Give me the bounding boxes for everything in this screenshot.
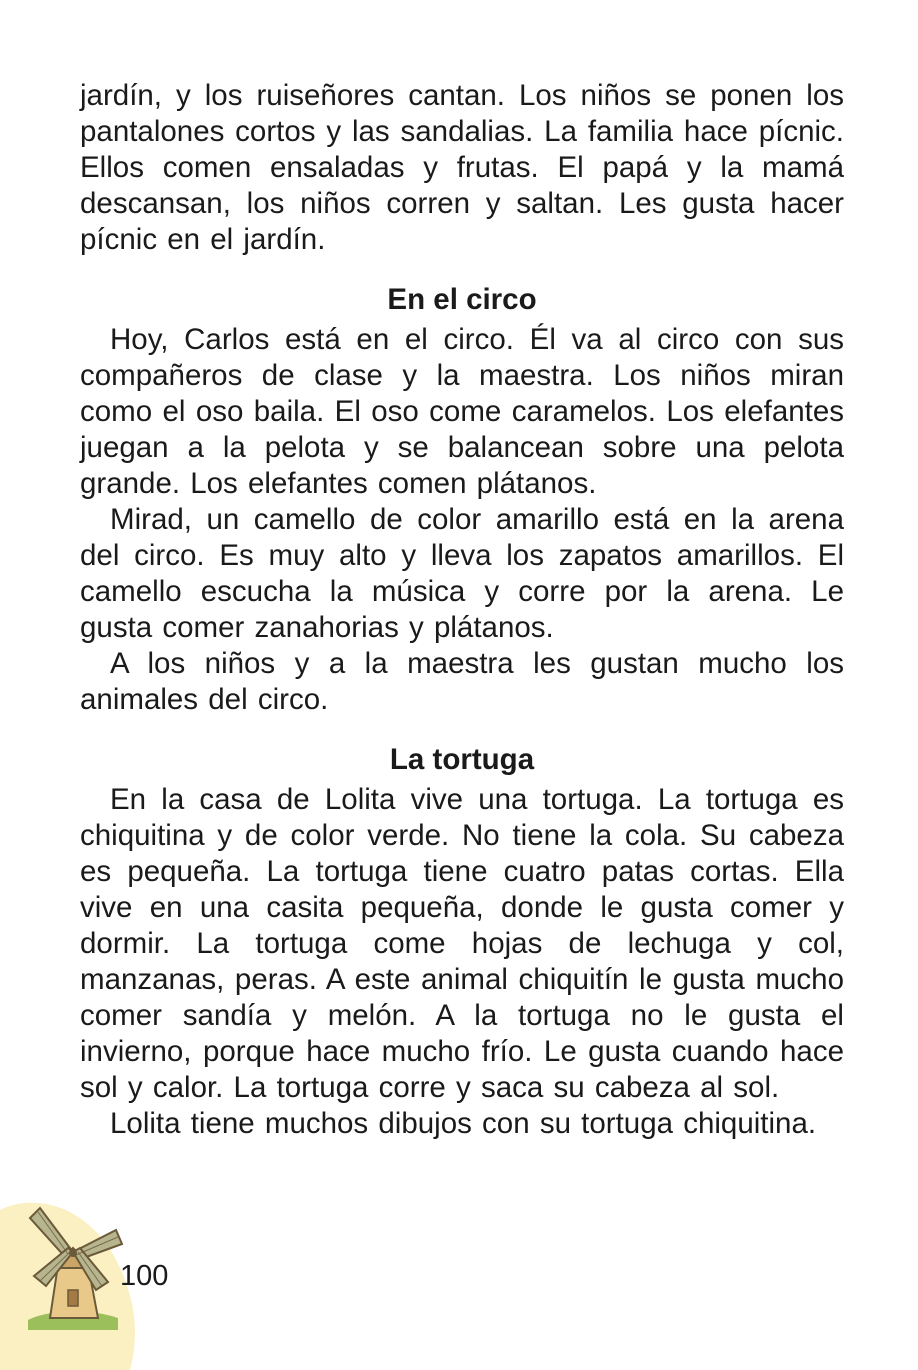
- turtle-paragraph-2: Lolita tiene muchos dibujos con su tortuga chiquitina.: [110, 1107, 817, 1140]
- page-body: [80, 78, 844, 1142]
- section-title-turtle: La tortuga: [389, 743, 535, 776]
- spacer: [80, 258, 844, 282]
- windmill-icon: [18, 1190, 128, 1330]
- page-number: 100: [120, 1260, 169, 1292]
- circus-paragraph-2: Mirad, un camello de color amarillo está en la arena del circo. Es muy alto y lleva los zapatos amarillos. El camello escucha la música y corre por la arena. Le gusta comer zanahorias y plátanos.: [80, 503, 844, 644]
- spacer: [80, 718, 844, 742]
- intro-paragraph: jardín, y los ruiseñores cantan. Los niños se ponen los pantalones cortos y las sandalias. La familia hace pícnic. Ellos comen ensaladas y frutas. El papá y la mamá descansan, los niños corren y saltan. Les gusta hacer pícnic en el jardín.: [80, 79, 844, 256]
- circus-paragraph-3: A los niños y a la maestra les gustan mucho los animales del circo.: [80, 647, 844, 716]
- circus-paragraph-1: Hoy, Carlos está en el circo. Él va al circo con sus compañeros de clase y la maestra. Los niños miran como el oso baila. El oso come caramelos. Los elefantes juegan a la pelota y se balancean sobre una pelota grande. Los elefantes comen plátanos.: [80, 323, 844, 500]
- turtle-paragraph-1: En la casa de Lolita vive una tortuga. La tortuga es chiquitina y de color verde. No tiene la cola. Su cabeza es pequeña. La tortuga tiene cuatro patas cortas. Ella vive en una casita pequeña, donde le gusta comer y dormir. La tortuga come hojas de lechuga y col, manzanas, peras. A este animal chiquitín le gusta mucho comer sandía y melón. A la tortuga no le gusta el invierno, porque hace mucho frío. Le gusta cuando hace sol y calor. La tortuga corre y saca su cabeza al sol.: [80, 783, 844, 1104]
- section-title-circus: En el circo: [387, 283, 537, 316]
